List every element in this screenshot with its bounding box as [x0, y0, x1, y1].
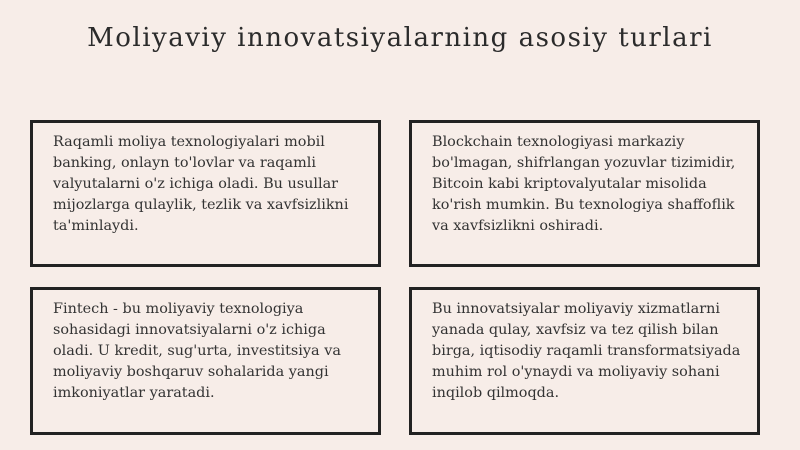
slide-title: Moliyaviy innovatsiyalarning asosiy turlari — [87, 23, 713, 53]
card-text: Fintech - bu moliyaviy texnologiya sohasidagi innovatsiyalarni o'z ichiga oladi. U kredit, sug'urta, investitsiya va moliyaviy boshqaruv sohalarida yangi imkoniyatlar yaratadi. — [53, 301, 341, 401]
text-card-impact — [409, 287, 760, 435]
card-text: Raqamli moliya texnologiyalari mobil banking, onlayn to'lovlar va raqamli valyutalarni o'z ichiga oladi. Bu usullar mijozlarga qulaylik, tezlik va xavfsizlikni ta'minlaydi. — [53, 134, 349, 234]
card-text: Bu innovatsiyalar moliyaviy xizmatlarni yanada qulay, xavfsiz va tez qilish bilan birga, iqtisodiy raqamli transformatsiyada muhim rol o'ynaydi va moliyaviy sohani inqilob qilmoqda. — [432, 301, 741, 401]
text-card-fintech — [30, 287, 381, 435]
text-card-digital-finance — [30, 120, 381, 267]
card-text: Blockchain texnologiyasi markaziy bo'lmagan, shifrlangan yozuvlar tizimidir, Bitcoin kabi kriptovalyutalar misolida ko'rish mumkin. Bu texnologiya shaffoflik va xavfsizlikni oshiradi. — [432, 134, 736, 234]
text-card-blockchain — [409, 120, 760, 267]
